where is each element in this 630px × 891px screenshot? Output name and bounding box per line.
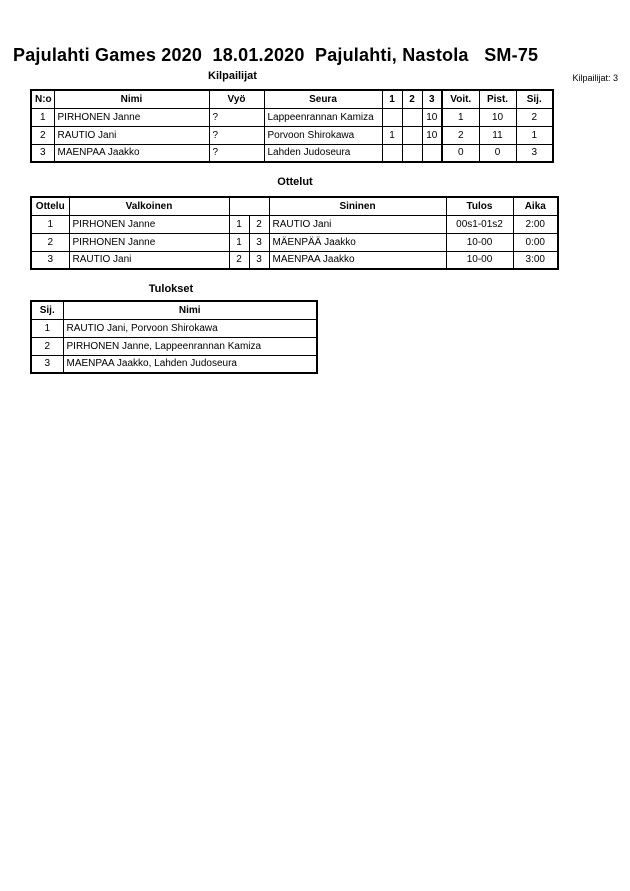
cell-pist: 0 [479,144,516,162]
cell-tulos: 10-00 [446,233,513,251]
cell-vyo: ? [209,126,264,144]
cell-valkoinen: PIRHONEN Janne [69,233,229,251]
cell-aika: 2:00 [513,215,558,233]
cell-ottelu: 1 [31,215,69,233]
cell-round-3: 10 [422,126,442,144]
cell-round-1: 1 [382,126,402,144]
cell-aika: 3:00 [513,251,558,269]
cell-pist: 11 [479,126,516,144]
cell-sij: 2 [516,108,553,126]
col-round-3: 3 [422,90,442,108]
page-title: Pajulahti Games 2020 18.01.2020 Pajulahti, Nastola SM-75 [13,45,539,65]
cell-ottelu: 3 [31,251,69,269]
cell-nimi: RAUTIO Jani [54,126,209,144]
cell-round-3 [422,144,442,162]
cell-no: 2 [31,126,54,144]
cell-blue-no: 2 [249,215,269,233]
col-round-2: 2 [402,90,422,108]
cell-tulos: 10-00 [446,251,513,269]
competitor-row [31,126,553,144]
result-row [31,337,317,355]
cell-aika: 0:00 [513,233,558,251]
cell-round-2 [402,144,422,162]
matches-heading: Ottelut [277,176,313,188]
cell-round-2 [402,126,422,144]
cell-ottelu: 2 [31,233,69,251]
col-sininen: Sininen [269,197,446,215]
competitors-count-label: Kilpailijat: 3 [572,73,618,83]
cell-vyo: ? [209,108,264,126]
col-seura: Seura [264,90,382,108]
col-sij: Sij. [31,301,63,319]
cell-valkoinen: PIRHONEN Janne [69,215,229,233]
col-numbers [229,197,269,215]
cell-tulos: 00s1-01s2 [446,215,513,233]
cell-valkoinen: RAUTIO Jani [69,251,229,269]
cell-blue-no: 3 [249,233,269,251]
cell-round-1 [382,144,402,162]
col-pist: Pist. [479,90,516,108]
cell-sij: 3 [516,144,553,162]
cell-blue-no: 3 [249,251,269,269]
cell-round-3: 10 [422,108,442,126]
match-row [31,215,558,233]
cell-sij: 1 [516,126,553,144]
col-ottelu: Ottelu [31,197,69,215]
col-aika: Aika [513,197,558,215]
cell-sininen: MÄENPÄÄ Jaakko [269,233,446,251]
cell-seura: Porvoon Shirokawa [264,126,382,144]
competitors-heading: Kilpailijat [208,70,257,82]
cell-sininen: MAENPAA Jaakko [269,251,446,269]
col-voit: Voit. [442,90,479,108]
cell-seura: Lappeenrannan Kamiza [264,108,382,126]
competitor-row [31,144,553,162]
col-tulos: Tulos [446,197,513,215]
cell-nimi: PIRHONEN Janne, Lappeenrannan Kamiza [63,337,317,355]
col-round-1: 1 [382,90,402,108]
results-heading: Tulokset [148,283,194,295]
cell-seura: Lahden Judoseura [264,144,382,162]
matches-table [30,196,559,270]
results-table [30,300,318,374]
cell-no: 3 [31,144,54,162]
col-valkoinen: Valkoinen [69,197,229,215]
col-sij: Sij. [516,90,553,108]
cell-white-no: 1 [229,215,249,233]
matches-header-row [31,197,558,215]
cell-round-1 [382,108,402,126]
cell-voit: 2 [442,126,479,144]
results-header-row [31,301,317,319]
col-vyo: Vyö [209,90,264,108]
cell-voit: 1 [442,108,479,126]
competitors-header-row [31,90,553,108]
cell-sij: 3 [31,355,63,373]
competitors-table [30,89,554,163]
col-nimi: Nimi [54,90,209,108]
cell-no: 1 [31,108,54,126]
result-row [31,355,317,373]
cell-white-no: 2 [229,251,249,269]
cell-round-2 [402,108,422,126]
match-row [31,251,558,269]
cell-voit: 0 [442,144,479,162]
match-row [31,233,558,251]
cell-white-no: 1 [229,233,249,251]
cell-sij: 1 [31,319,63,337]
cell-pist: 10 [479,108,516,126]
cell-nimi: RAUTIO Jani, Porvoon Shirokawa [63,319,317,337]
cell-sininen: RAUTIO Jani [269,215,446,233]
competitor-row [31,108,553,126]
col-nimi: Nimi [63,301,317,319]
cell-vyo: ? [209,144,264,162]
cell-sij: 2 [31,337,63,355]
cell-nimi: MAENPAA Jaakko, Lahden Judoseura [63,355,317,373]
cell-nimi: PIRHONEN Janne [54,108,209,126]
result-row [31,319,317,337]
cell-nimi: MAENPAA Jaakko [54,144,209,162]
col-no: N:o [31,90,54,108]
